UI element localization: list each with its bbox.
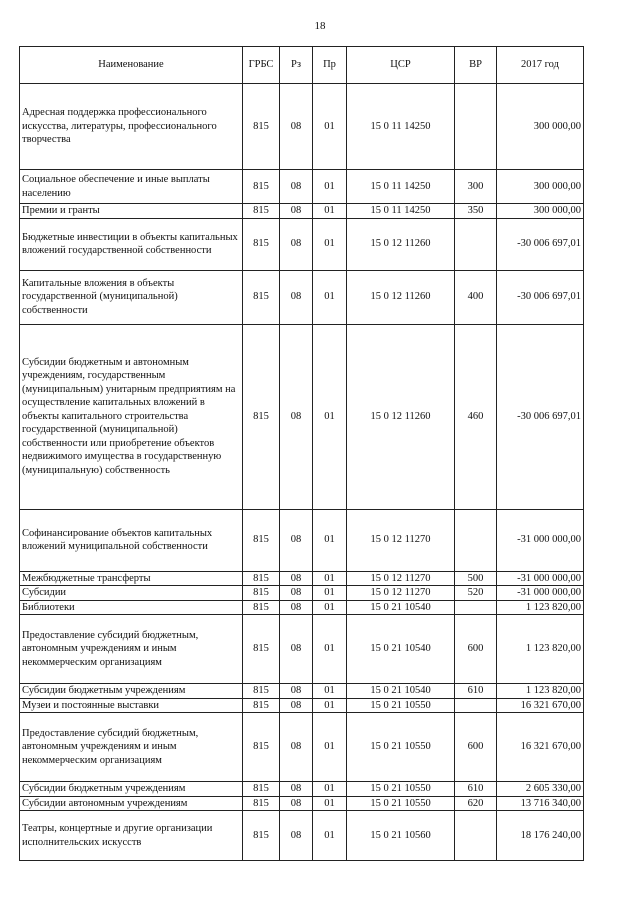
row-csr: 15 0 21 10550 xyxy=(347,796,455,811)
row-amount: 2 605 330,00 xyxy=(497,782,584,797)
row-pr: 01 xyxy=(313,600,347,615)
row-pr: 01 xyxy=(313,84,347,170)
table-row xyxy=(20,586,584,601)
row-grbs: 815 xyxy=(243,586,280,601)
row-vr xyxy=(455,600,497,615)
row-name: Софинансирование объектов капитальных вложений муниципальной собственности xyxy=(20,509,243,571)
row-amount: -31 000 000,00 xyxy=(497,509,584,571)
row-pr: 01 xyxy=(313,509,347,571)
header-vr: ВР xyxy=(455,47,497,84)
row-pr: 01 xyxy=(313,270,347,324)
row-name: Субсидии xyxy=(20,586,243,601)
row-amount: 1 123 820,00 xyxy=(497,615,584,684)
table-row xyxy=(20,713,584,782)
row-amount: -30 006 697,01 xyxy=(497,324,584,509)
row-pr: 01 xyxy=(313,782,347,797)
row-vr xyxy=(455,811,497,861)
row-grbs: 815 xyxy=(243,571,280,586)
row-pr: 01 xyxy=(313,218,347,270)
row-grbs: 815 xyxy=(243,324,280,509)
table-row xyxy=(20,615,584,684)
row-rz: 08 xyxy=(280,170,313,204)
row-name: Музеи и постоянные выставки xyxy=(20,698,243,713)
row-rz: 08 xyxy=(280,811,313,861)
header-name: Наименование xyxy=(20,47,243,84)
row-amount: -31 000 000,00 xyxy=(497,571,584,586)
row-name: Предоставление субсидий бюджетным, автономным учреждениям и иным некоммерческим организациям xyxy=(20,615,243,684)
row-rz: 08 xyxy=(280,782,313,797)
row-vr xyxy=(455,218,497,270)
row-name: Субсидии бюджетным учреждениям xyxy=(20,782,243,797)
row-vr: 600 xyxy=(455,615,497,684)
row-vr xyxy=(455,84,497,170)
row-rz: 08 xyxy=(280,324,313,509)
row-vr: 610 xyxy=(455,782,497,797)
table-row xyxy=(20,571,584,586)
row-csr: 15 0 12 11260 xyxy=(347,324,455,509)
row-name: Предоставление субсидий бюджетным, автономным учреждениям и иным некоммерческим организациям xyxy=(20,713,243,782)
header-row xyxy=(20,47,584,84)
row-pr: 01 xyxy=(313,796,347,811)
row-rz: 08 xyxy=(280,713,313,782)
row-vr xyxy=(455,698,497,713)
row-rz: 08 xyxy=(280,270,313,324)
row-csr: 15 0 21 10540 xyxy=(347,684,455,699)
header-grbs: ГРБС xyxy=(243,47,280,84)
row-name: Театры, концертные и другие организации исполнительских искусств xyxy=(20,811,243,861)
row-grbs: 815 xyxy=(243,270,280,324)
row-amount: 1 123 820,00 xyxy=(497,600,584,615)
row-pr: 01 xyxy=(313,586,347,601)
header-pr: Пр xyxy=(313,47,347,84)
row-amount: 1 123 820,00 xyxy=(497,684,584,699)
table-row xyxy=(20,270,584,324)
header-rz: Рз xyxy=(280,47,313,84)
row-vr: 610 xyxy=(455,684,497,699)
row-grbs: 815 xyxy=(243,84,280,170)
row-rz: 08 xyxy=(280,218,313,270)
row-pr: 01 xyxy=(313,571,347,586)
row-vr: 620 xyxy=(455,796,497,811)
row-csr: 15 0 12 11270 xyxy=(347,509,455,571)
row-name: Бюджетные инвестиции в объекты капитальных вложений государственной собственности xyxy=(20,218,243,270)
row-rz: 08 xyxy=(280,600,313,615)
row-csr: 15 0 12 11270 xyxy=(347,571,455,586)
row-pr: 01 xyxy=(313,170,347,204)
row-amount: 13 716 340,00 xyxy=(497,796,584,811)
row-vr: 600 xyxy=(455,713,497,782)
table-row xyxy=(20,684,584,699)
table-row xyxy=(20,324,584,509)
table-row xyxy=(20,796,584,811)
row-vr: 350 xyxy=(455,204,497,219)
row-csr: 15 0 21 10560 xyxy=(347,811,455,861)
row-csr: 15 0 12 11260 xyxy=(347,218,455,270)
row-csr: 15 0 21 10550 xyxy=(347,698,455,713)
row-grbs: 815 xyxy=(243,713,280,782)
row-rz: 08 xyxy=(280,684,313,699)
row-name: Субсидии бюджетным и автономным учреждениям, государственным (муниципальным) унитарным предприятиям на осуществление капитальных вложений в объекты капитального строительства государственной (муниципальной) собственности или приобретение объектов недвижимого имущества в государственную (муниципальную) собственность xyxy=(20,324,243,509)
row-grbs: 815 xyxy=(243,204,280,219)
row-name: Субсидии бюджетным учреждениям xyxy=(20,684,243,699)
row-csr: 15 0 12 11270 xyxy=(347,586,455,601)
row-pr: 01 xyxy=(313,615,347,684)
row-vr: 460 xyxy=(455,324,497,509)
table-row xyxy=(20,204,584,219)
table-row xyxy=(20,811,584,861)
row-csr: 15 0 11 14250 xyxy=(347,170,455,204)
page-number: 18 xyxy=(314,20,326,32)
row-pr: 01 xyxy=(313,324,347,509)
budget-table xyxy=(19,46,584,861)
row-csr: 15 0 21 10540 xyxy=(347,600,455,615)
row-csr: 15 0 11 14250 xyxy=(347,204,455,219)
row-rz: 08 xyxy=(280,586,313,601)
row-name: Субсидии автономным учреждениям xyxy=(20,796,243,811)
row-amount: 300 000,00 xyxy=(497,204,584,219)
row-rz: 08 xyxy=(280,571,313,586)
row-pr: 01 xyxy=(313,811,347,861)
row-pr: 01 xyxy=(313,204,347,219)
row-rz: 08 xyxy=(280,84,313,170)
row-pr: 01 xyxy=(313,713,347,782)
row-name: Премии и гранты xyxy=(20,204,243,219)
row-vr: 500 xyxy=(455,571,497,586)
row-grbs: 815 xyxy=(243,796,280,811)
row-name: Библиотеки xyxy=(20,600,243,615)
row-amount: 300 000,00 xyxy=(497,84,584,170)
table-row xyxy=(20,84,584,170)
row-vr xyxy=(455,509,497,571)
row-name: Капитальные вложения в объекты государственной (муниципальной) собственности xyxy=(20,270,243,324)
row-name: Межбюджетные трансферты xyxy=(20,571,243,586)
row-rz: 08 xyxy=(280,698,313,713)
row-pr: 01 xyxy=(313,698,347,713)
table-row xyxy=(20,698,584,713)
table-row xyxy=(20,600,584,615)
row-amount: 18 176 240,00 xyxy=(497,811,584,861)
row-grbs: 815 xyxy=(243,615,280,684)
table-row xyxy=(20,509,584,571)
header-year: 2017 год xyxy=(497,47,584,84)
row-rz: 08 xyxy=(280,796,313,811)
row-amount: 300 000,00 xyxy=(497,170,584,204)
row-amount: -30 006 697,01 xyxy=(497,218,584,270)
row-grbs: 815 xyxy=(243,684,280,699)
row-rz: 08 xyxy=(280,509,313,571)
row-grbs: 815 xyxy=(243,170,280,204)
row-grbs: 815 xyxy=(243,600,280,615)
row-csr: 15 0 11 14250 xyxy=(347,84,455,170)
row-pr: 01 xyxy=(313,684,347,699)
row-csr: 15 0 21 10540 xyxy=(347,615,455,684)
row-vr: 520 xyxy=(455,586,497,601)
row-vr: 400 xyxy=(455,270,497,324)
table-row xyxy=(20,782,584,797)
table-row xyxy=(20,170,584,204)
row-grbs: 815 xyxy=(243,509,280,571)
row-amount: 16 321 670,00 xyxy=(497,713,584,782)
row-name: Социальное обеспечение и иные выплаты населению xyxy=(20,170,243,204)
row-grbs: 815 xyxy=(243,218,280,270)
row-csr: 15 0 21 10550 xyxy=(347,713,455,782)
row-vr: 300 xyxy=(455,170,497,204)
row-grbs: 815 xyxy=(243,811,280,861)
row-name: Адресная поддержка профессионального искусства, литературы, профессионального творчества xyxy=(20,84,243,170)
row-csr: 15 0 21 10550 xyxy=(347,782,455,797)
row-csr: 15 0 12 11260 xyxy=(347,270,455,324)
row-amount: 16 321 670,00 xyxy=(497,698,584,713)
row-rz: 08 xyxy=(280,204,313,219)
table-row xyxy=(20,218,584,270)
row-grbs: 815 xyxy=(243,782,280,797)
header-csr: ЦСР xyxy=(347,47,455,84)
row-rz: 08 xyxy=(280,615,313,684)
row-amount: -30 006 697,01 xyxy=(497,270,584,324)
row-amount: -31 000 000,00 xyxy=(497,586,584,601)
row-grbs: 815 xyxy=(243,698,280,713)
